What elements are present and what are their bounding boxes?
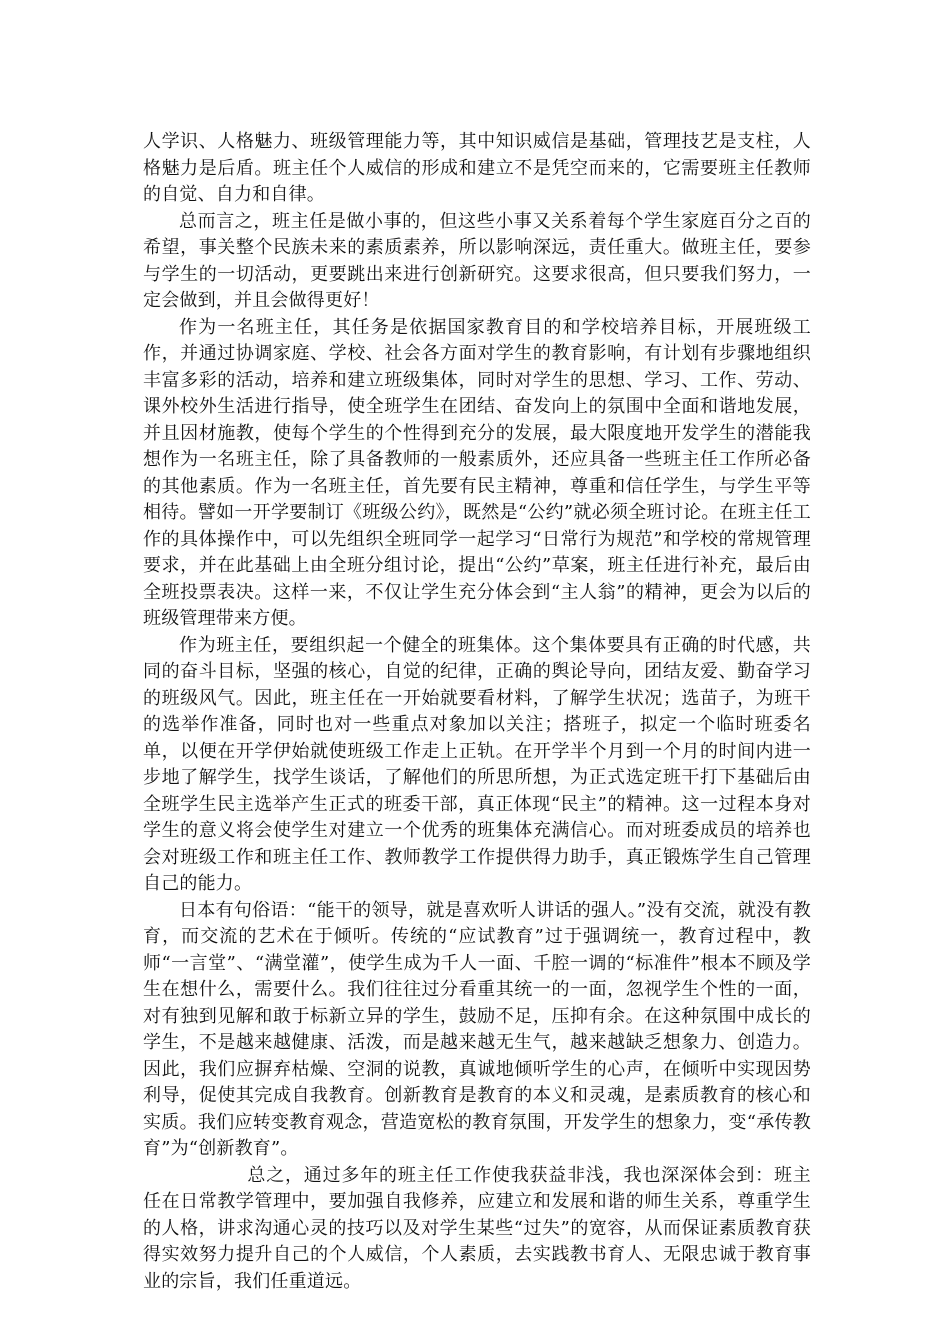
- paragraph-class-collective: 作为班主任，要组织起一个健全的班集体。这个集体要具有正确的时代感，共同的奋斗目标，坚强的核心，自觉的纪律，正确的舆论导向，团结友爱、勤奋学习的班级风气。因此，班主任在一开始就要看材料，了解学生状况；选苗子，为班干的选举作准备，同时也对一些重点对象加以关注；搭班子，拟定一个临时班委名单，以便在开学伊始就使班级工作走上正轨。在开学半个月到一个月的时间内进一步地了解学生，找学生谈话，了解他们的所思所想，为正式选定班干打下基础后由全班学生民主选举产生正式的班委干部，真正体现“民主”的精神。这一过程本身对学生的意义将会使学生对建立一个优秀的班集体充满信心。而对班委成员的培养也会对班级工作和班主任工作、教师教学工作提供得力助手，真正锻炼学生自己管理自己的能力。: [143, 634, 811, 894]
- paragraph-summary: 总而言之，班主任是做小事的，但这些小事又关系着每个学生家庭百分之百的希望，事关整个民族未来的素质素养，所以影响深远，责任重大。做班主任，要参与学生的一切活动，更要跳出来进行创新研究。这要求很高，但只要我们努力，一定会做到，并且会做得更好！: [143, 210, 811, 311]
- document-body: [143, 129, 811, 1295]
- paragraph-role: 作为一名班主任，其任务是依据国家教育目的和学校培养目标，开展班级工作，并通过协调家庭、学校、社会各方面对学生的教育影响，有计划有步骤地组织丰富多彩的活动，培养和建立班级集体，同时对学生的思想、学习、工作、劳动、课外校外生活进行指导，使全班学生在团结、奋发向上的氛围中全面和谐地发展，并且因材施教，使每个学生的个性得到充分的发展，最大限度地开发学生的潜能我想作为一名班主任，除了具备教师的一般素质外，还应具备一些班主任工作所必备的其他素质。作为一名班主任，首先要有民主精神，尊重和信任学生，与学生平等相待。譬如一开学要制订《班级公约》，既然是“公约”就必须全班讨论。在班主任工作的具体操作中，可以先组织全班同学一起学习“日常行为规范”和学校的常规管理要求，并在此基础上由全班分组讨论，提出“公约”草案，班主任进行补充，最后由全班投票表决。这样一来，不仅让学生充分体会到“主人翁”的精神，更会为以后的班级管理带来方便。: [143, 316, 811, 629]
- paragraph-continuation: 人学识、人格魅力、班级管理能力等，其中知识威信是基础，管理技艺是支柱，人格魅力是后盾。班主任个人威信的形成和建立不是凭空而来的，它需要班主任教师的自觉、自力和自律。: [143, 131, 811, 205]
- paragraph-conclusion: 总之，通过多年的班主任工作使我获益非浅，我也深深体会到：班主任在日常教学管理中，要加强自我修养，应建立和发展和谐的师生关系，尊重学生的人格，讲求沟通心灵的技巧以及对学生某些“过失”的宽容，从而保证素质教育获得实效努力提升自己的个人威信，个人素质，去实践教书育人、无限忠诚于教育事业的宗旨，我们任重道远。: [143, 1164, 811, 1292]
- paragraph-listening: 日本有句俗语：“能干的领导，就是喜欢听人讲话的强人。”没有交流，就没有教育，而交流的艺术在于倾听。传统的“应试教育”过于强调统一，教育过程中，教师“一言堂”、“满堂灌”，使学生成为千人一面、千腔一调的“标准件”根本不顾及学生在想什么，需要什么。我们往往过分看重其统一的一面，忽视学生个性的一面，对有独到见解和敢于标新立异的学生，鼓励不足，压抑有余。在这种氛围中成长的学生，不是越来越健康、活泼，而是越来越无生气，越来越缺乏想象力、创造力。因此，我们应摒弃枯燥、空洞的说教，真诚地倾听学生的心声，在倾听中实现因势利导，促使其完成自我教育。创新教育是教育的本义和灵魂，是素质教育的核心和实质。我们应转变教育观念，营造宽松的教育氛围，开发学生的想象力，变“承传教育”为“创新教育”。: [143, 899, 811, 1159]
